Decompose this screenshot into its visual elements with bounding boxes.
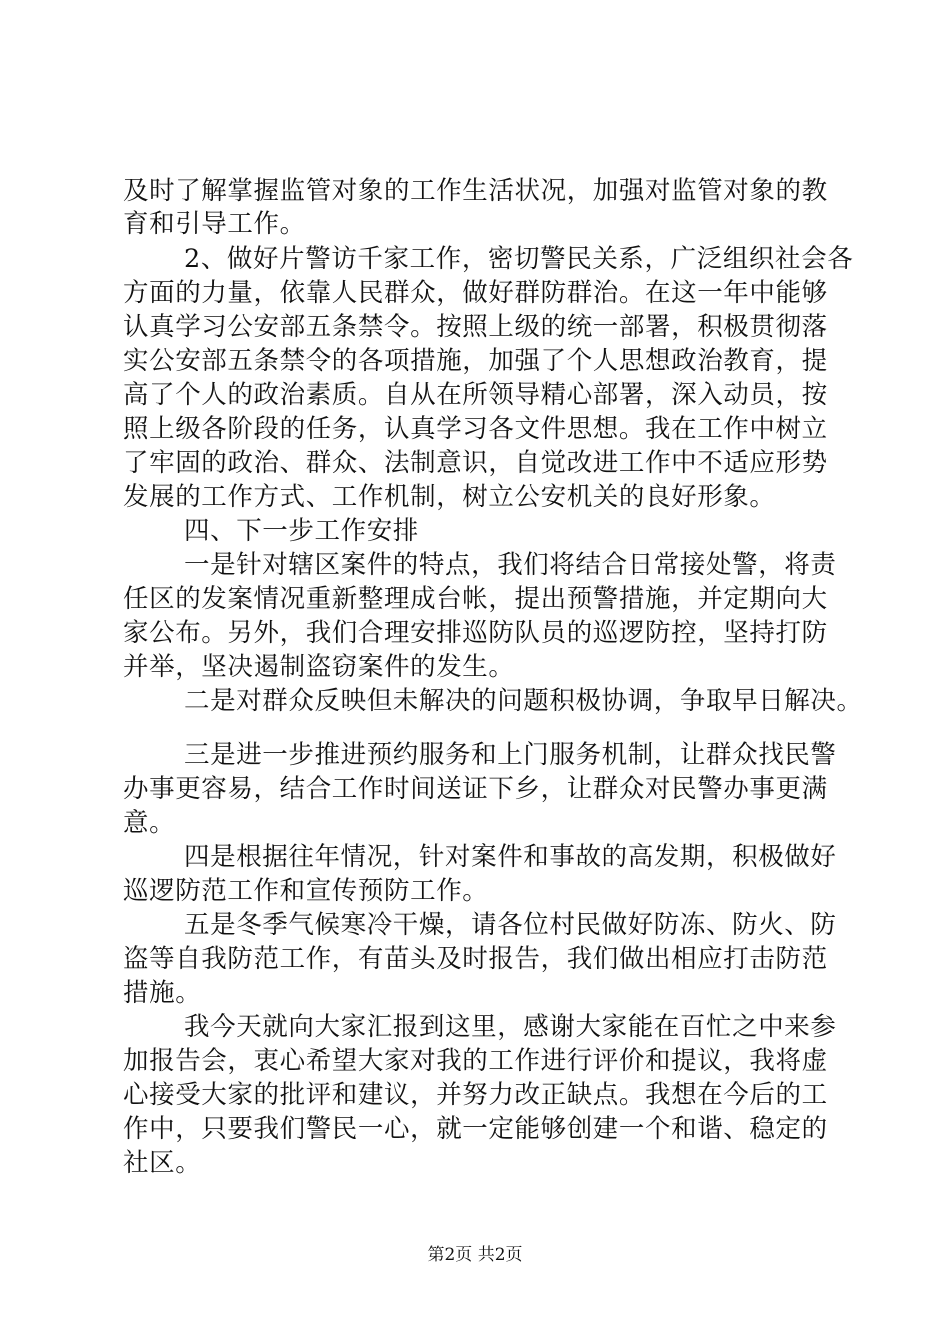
body-text-line: 实公安部五条禁令的各项措施，加强了个人思想政治教育，提 xyxy=(123,346,828,376)
body-text-line: 高了个人的政治素质。自从在所领导精心部署，深入动员，按 xyxy=(123,380,828,410)
body-text-line: 措施。 xyxy=(123,978,202,1008)
page-number-footer: 第2页 共2页 xyxy=(427,1245,523,1265)
body-text-line: 育和引导工作。 xyxy=(123,209,306,239)
body-text-line: 任区的发案情况重新整理成台帐，提出预警措施，并定期向大 xyxy=(123,584,828,614)
body-text-line: 巡逻防范工作和宣传预防工作。 xyxy=(123,876,489,906)
body-text-line: 并举，坚决遏制盗窃案件的发生。 xyxy=(123,652,515,682)
body-text-line: 了牢固的政治、群众、法制意识，自觉改进工作中不适应形势 xyxy=(123,448,828,478)
body-text-line: 三是进一步推进预约服务和上门服务机制，让群众找民警 xyxy=(184,740,837,770)
body-text-line: 2、做好片警访千家工作，密切警民关系，广泛组织社会各 xyxy=(184,244,854,274)
body-text-line: 五是冬季气候寒冷干燥，请各位村民做好防冻、防火、防 xyxy=(184,910,837,940)
body-text-line: 加报告会，衷心希望大家对我的工作进行评价和提议，我将虚 xyxy=(123,1046,828,1076)
body-text-line: 照上级各阶段的任务，认真学习各文件思想。我在工作中树立 xyxy=(123,414,828,444)
body-text-line: 发展的工作方式、工作机制，树立公安机关的良好形象。 xyxy=(123,482,776,512)
body-text-line: 作中，只要我们警民一心，就一定能够创建一个和谐、稳定的 xyxy=(123,1114,828,1144)
body-text-line: 方面的力量，依靠人民群众，做好群防群治。在这一年中能够 xyxy=(123,278,828,308)
body-text-line: 我今天就向大家汇报到这里，感谢大家能在百忙之中来参 xyxy=(184,1012,837,1042)
body-text-line: 一是针对辖区案件的特点，我们将结合日常接处警，将责 xyxy=(184,550,837,580)
body-text-line: 认真学习公安部五条禁令。按照上级的统一部署，积极贯彻落 xyxy=(123,312,828,342)
body-text-line: 四是根据往年情况，针对案件和事故的高发期，积极做好 xyxy=(184,842,837,872)
body-text-line: 及时了解掌握监管对象的工作生活状况，加强对监管对象的教 xyxy=(123,176,828,206)
body-text-line: 意。 xyxy=(123,808,176,838)
section-heading: 四、下一步工作安排 xyxy=(184,516,419,546)
body-text-line: 社区。 xyxy=(123,1148,202,1178)
body-text-line: 二是对群众反映但未解决的问题积极协调，争取早日解决。 xyxy=(184,686,863,716)
body-text-line: 家公布。另外，我们合理安排巡防队员的巡逻防控，坚持打防 xyxy=(123,618,828,648)
body-text-line: 办事更容易，结合工作时间送证下乡，让群众对民警办事更满 xyxy=(123,774,828,804)
body-text-line: 心接受大家的批评和建议，并努力改正缺点。我想在今后的工 xyxy=(123,1080,828,1110)
body-text-line: 盗等自我防范工作，有苗头及时报告，我们做出相应打击防范 xyxy=(123,944,828,974)
